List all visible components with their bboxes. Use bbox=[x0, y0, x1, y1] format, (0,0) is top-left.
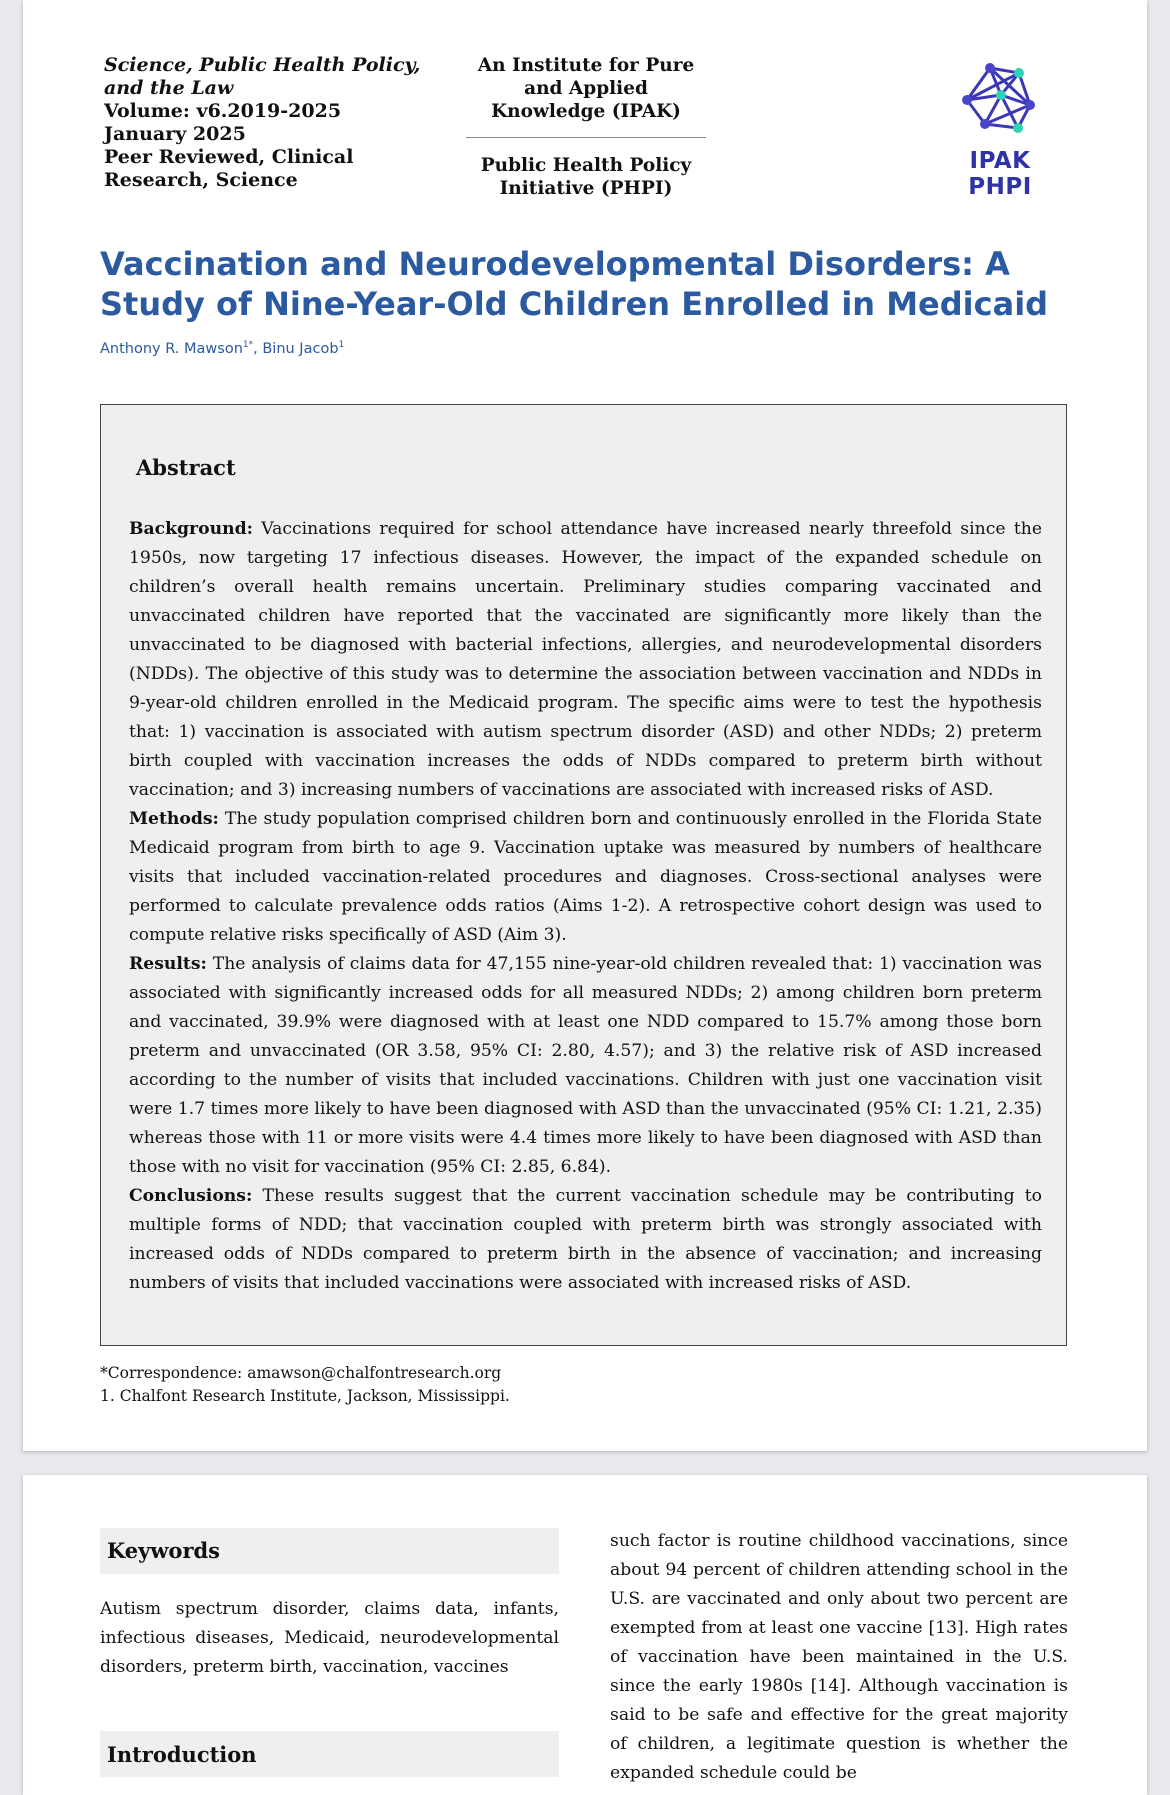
author-name[interactable]: Anthony R. Mawson bbox=[100, 340, 243, 357]
introduction-heading: Introduction bbox=[100, 1731, 559, 1777]
abstract-methods bbox=[129, 805, 1042, 950]
journal-name-line2: and the Law bbox=[104, 77, 234, 99]
initiative-name: Public Health Policy Initiative (PHPI) bbox=[480, 155, 692, 199]
abstract-conclusions bbox=[129, 1182, 1042, 1298]
review-status-line2: Research, Science bbox=[104, 169, 298, 191]
section-text: These results suggest that the current vaccination schedule may be contributing to multiple forms of NDD; that vaccination coupled with preterm birth was strongly associated with increased odds of NDDs compared to preterm birth in the absence of vaccination; and increasing numbers of visits that included vaccinations were associated with increased risks of ASD. bbox=[129, 1186, 1042, 1293]
footnotes bbox=[100, 1362, 510, 1408]
abstract-results bbox=[129, 950, 1042, 1182]
keywords-text: Autism spectrum disorder, claims data, infants, infectious diseases, Medicaid, neurodevelopmental disorders, preterm birth, vaccination, vaccines bbox=[100, 1599, 559, 1677]
affiliation-note: 1. Chalfont Research Institute, Jackson, Mississippi. bbox=[100, 1387, 510, 1405]
section-text: The analysis of claims data for 47,155 nine-year-old children revealed that: 1) vaccination was associated with significantly increased odds for all measured NDDs; 2) among children born preterm and vaccinated, 39.9% were diagnosed with at least one NDD compared to 15.7% among those born preterm and unvaccinated (OR 3.58, 95% CI: 2.80, 4.57); and 3) the relative risk of ASD increased according to the number of visits that included vaccinations. Children with just one vaccination visit were 1.7 times more likely to have been diagnosed with ASD than the unvaccinated (95% CI: 1.21, 2.35) whereas those with 11 or more visits were 4.4 times more likely to have been diagnosed with ASD than those with no visit for vaccination (95% CI: 2.85, 6.84). bbox=[129, 954, 1042, 1177]
author-list bbox=[100, 340, 344, 357]
journal-name-line1: Science, Public Health Policy, bbox=[104, 54, 421, 76]
logo-wordmark: IPAK PHPI bbox=[968, 148, 1032, 200]
correspondence-note: *Correspondence: amawson@chalfontresearch.org bbox=[100, 1364, 502, 1382]
article-title: Vaccination and Neurodevelopmental Disorders: A Study of Nine-Year-Old Children Enrolled in Medicaid bbox=[100, 245, 1049, 323]
abstract-background bbox=[129, 515, 1042, 805]
page-1 bbox=[23, 0, 1147, 1451]
abstract-heading: Abstract bbox=[136, 455, 236, 480]
abstract-box bbox=[100, 404, 1067, 1346]
section-label: Results: bbox=[129, 954, 207, 974]
section-label: Background: bbox=[129, 519, 253, 539]
author-separator: , bbox=[253, 340, 263, 357]
ipak-phpi-logo bbox=[935, 60, 1065, 200]
section-text: The study population comprised children born and continuously enrolled in the Florida State Medicaid program from birth to age 9. Vaccination uptake was measured by numbers of healthcare visits that included vaccination-related procedures and diagnoses. Cross-sectional analyses were performed to calculate prevalence odds ratios (Aims 1-2). A retrospective cohort design was used to compute relative risks specifically of ASD (Aim 3). bbox=[129, 809, 1042, 945]
institute-name: An Institute for Pure and Applied Knowledge (IPAK) bbox=[477, 55, 695, 122]
network-icon bbox=[935, 60, 1065, 150]
section-label: Conclusions: bbox=[129, 1186, 253, 1206]
publisher-info bbox=[466, 54, 706, 200]
issue-date: January 2025 bbox=[104, 123, 246, 145]
author-name[interactable]: Binu Jacob bbox=[262, 340, 339, 357]
review-status-line1: Peer Reviewed, Clinical bbox=[104, 146, 354, 168]
body-text-right-column: such factor is routine childhood vaccinations, since about 94 percent of children attending school in the U.S. are vaccinated and only about two percent are exempted from at least one vaccine [13]. High rates of vaccination have been maintained in the U.S. since the early 1980s [14]. Although vaccination is said to be safe and effective for the great majority of children, a legitimate question is whether the expanded schedule could be bbox=[610, 1531, 1068, 1783]
publisher-divider bbox=[466, 137, 706, 138]
page-2 bbox=[23, 1475, 1147, 1795]
section-text: Vaccinations required for school attendance have increased nearly threefold since the 1950s, now targeting 17 infectious diseases. However, the impact of the expanded schedule on children’s overall health remains uncertain. Preliminary studies comparing vaccinated and unvaccinated children have reported that the vaccinated are significantly more likely than the unvaccinated to be diagnosed with bacterial infections, allergies, and neurodevelopmental disorders (NDDs). The objective of this study was to determine the association between vaccination and NDDs in 9-year-old children enrolled in the Medicaid program. The specific aims were to test the hypothesis that: 1) vaccination is associated with autism spectrum disorder (ASD) and other NDDs; 2) preterm birth coupled with vaccination increases the odds of NDDs compared to preterm birth without vaccination; and 3) increasing numbers of vaccinations are associated with increased risks of ASD. bbox=[129, 519, 1042, 800]
author-affiliation-mark: 1 bbox=[338, 340, 345, 350]
journal-volume: Volume: v6.2019-2025 bbox=[104, 100, 342, 122]
keywords-heading: Keywords bbox=[100, 1528, 559, 1574]
abstract-body bbox=[129, 515, 1042, 1298]
section-label: Methods: bbox=[129, 809, 219, 829]
journal-info bbox=[104, 54, 434, 192]
author-affiliation-mark: 1* bbox=[242, 340, 254, 350]
